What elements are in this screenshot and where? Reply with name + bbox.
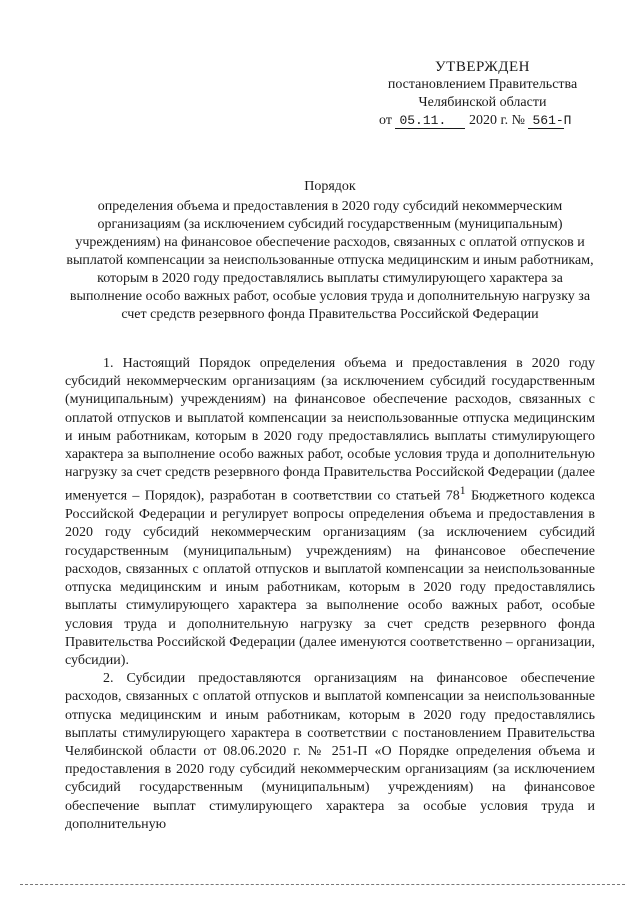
approval-title: УТВЕРЖДЕН <box>435 59 530 75</box>
superscript: 1 <box>459 484 466 498</box>
paragraph-1-part-1: 1. Настоящий Порядок определения объема и предоставления в 2020 году субсидий некоммерческим организациям (за исключением субсидий государственным (муниципальным) учреждениям) на финансовое обеспечение расходов, связанных с оплатой отпусков и выплатой компенсации за неиспользованные отпуска медицинским и иным работникам, которым в 2020 году предоставлялись выплаты стимулирующего характера за выполнение особо важных работ, особые условия труда и дополнительную нагрузку за счет средств резервного фонда Правительства Российской Федерации (далее именуется – Порядок), разработан в соответствии со статьей 78 <box>65 356 595 505</box>
date-prefix: от <box>379 113 392 128</box>
document-body <box>65 355 595 834</box>
paragraph-2: 2. Субсидии предоставляются организациям на финансовое обеспечение расходов, связанных с оплатой отпусков и выплатой компенсации за неиспользованные отпуска медицинским и иным работникам, которым в 2020 году предоставлялись выплаты стимулирующего характера в соответствии с постановлением Правительства Челябинской области от 08.06.2020 г. № 251-П «О Порядке определения объема и предоставления в 2020 году субсидий некоммерческим организациям (за исключением субсидий государственным (муниципальным) учреждениям) на финансовое обеспечение выплат стимулирующего характера за особые условия труда и дополнительную <box>65 671 595 832</box>
approval-stamp <box>375 58 590 130</box>
paragraph-1 <box>65 355 595 670</box>
year-text: 2020 г. № <box>468 113 525 128</box>
page-bottom-rule <box>20 884 625 885</box>
approval-date: 05.11. <box>395 113 465 129</box>
paragraph-1-part-2: Бюджетного кодекса Российской Федерации и регулирует вопросы определения объема и предоставления в 2020 году субсидий некоммерческим организациям (за исключением субсидий государственным (муниципальным) учреждениям) на финансовое обеспечение расходов, связанных с оплатой отпусков и выплатой компенсации за неиспользованные отпуска медицинским и иным работникам, которым в 2020 году предоставлялись выплаты стимулирующего характера за выполнение особо важных работ, особые условия труда и дополнительную нагрузку за счет средств резервного фонда Правительства Российской Федерации (далее именуются соответственно – организации, субсидии). <box>65 489 595 668</box>
document-heading <box>65 178 595 324</box>
document-title: Порядок <box>304 179 356 194</box>
decree-number: 561-П <box>528 113 564 129</box>
document-subtitle: определения объема и предоставления в 2020 году субсидий некоммерческим организациям (за исключением субсидий государственным (муниципальным) учреждениям) на финансовое обеспечение расходов, связанных с оплатой отпусков и выплатой компенсации за неиспользованные отпуска медицинским и иным работникам, которым в 2020 году предоставлялись выплаты стимулирующего характера за выполнение особо важных работ, особые условия труда и дополнительную нагрузку за счет средств резервного фонда Правительства Российской Федерации <box>66 199 594 322</box>
approval-line-1: постановлением Правительства <box>387 77 578 92</box>
approval-line-2: Челябинской области <box>418 95 547 110</box>
approval-date-line <box>375 112 590 130</box>
